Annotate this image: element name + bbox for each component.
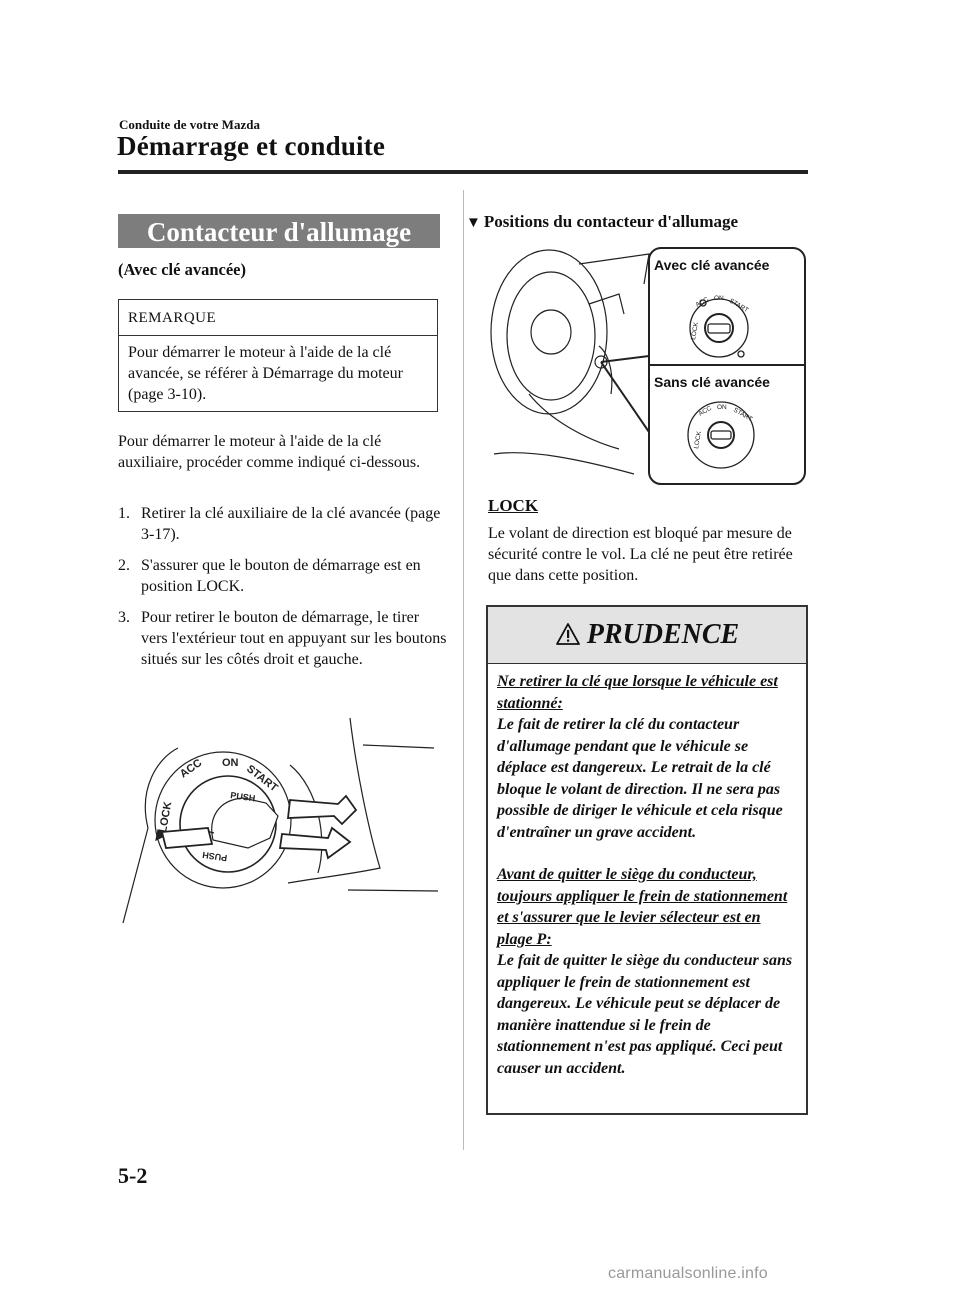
caution-block1-heading: Ne retirer la clé que lorsque le véhicule est stationné: bbox=[497, 673, 778, 712]
step-number: 3. bbox=[118, 609, 130, 626]
page-number: 5-2 bbox=[118, 1163, 148, 1188]
inset2-on-label: ON bbox=[717, 404, 727, 411]
inset2-acc-label: ACC bbox=[697, 404, 713, 418]
start-label: START bbox=[244, 762, 280, 795]
subheading: (Avec clé avancée) bbox=[118, 260, 246, 279]
inset2-lock-label: LOCK bbox=[693, 430, 704, 450]
chapter-title: Démarrage et conduite bbox=[117, 131, 386, 161]
positions-heading-text: Positions du contacteur d'allumage bbox=[483, 212, 739, 231]
lock-heading: LOCK bbox=[488, 496, 539, 515]
list-item bbox=[118, 503, 448, 545]
step-number: 1. bbox=[118, 505, 130, 522]
header-rule bbox=[118, 170, 808, 174]
section-title: Contacteur d'allumage bbox=[118, 214, 440, 248]
acc-label: ACC bbox=[177, 756, 205, 781]
note-title: REMARQUE bbox=[128, 310, 217, 326]
lock-paragraph: Le volant de direction est bloqué par mesure de sécurité contre le vol. La clé ne peut être retirée que dans cette position. bbox=[488, 525, 793, 584]
caution-box bbox=[486, 605, 808, 1115]
column-divider bbox=[463, 190, 464, 1150]
caution-body bbox=[497, 671, 799, 1079]
push-label-top: PUSH bbox=[229, 790, 256, 804]
step-text: Retirer la clé auxiliaire de la clé avancée (page 3-17). bbox=[141, 505, 441, 543]
step-text: Pour retirer le bouton de démarrage, le tirer vers l'extérieur tout en appuyant sur les boutons situés sur les côtés droit et gauche. bbox=[141, 609, 447, 668]
watermark: carmanualsonline.info bbox=[608, 1265, 768, 1282]
caution-block1-text: Le fait de retirer la clé du contacteur d'allumage pendant que le véhicule se déplace est dangereux. Le retrait de la clé bloque le volant de direction. Il ne sera pas possible de diriger le véhicule et cela risque d'entraîner un grave accident. bbox=[497, 716, 783, 841]
caution-block2-heading: Avant de quitter le siège du conducteur, toujours appliquer le frein de stationnement et s'assurer que le levier sélecteur est en plage P: bbox=[497, 866, 788, 948]
inset1-lock-label: LOCK bbox=[690, 321, 701, 341]
note-divider bbox=[119, 335, 437, 336]
start-knob-illustration bbox=[118, 708, 443, 928]
positions-heading bbox=[466, 212, 738, 232]
lock-label: LOCK bbox=[157, 800, 175, 834]
on-label: ON bbox=[222, 757, 239, 769]
caution-header bbox=[488, 607, 806, 664]
inset1-start-label: START bbox=[728, 297, 750, 315]
caution-title: PRUDENCE bbox=[586, 619, 740, 650]
with-key-label: Avec clé avancée bbox=[654, 257, 770, 273]
list-item bbox=[118, 607, 448, 670]
list-item bbox=[118, 555, 448, 597]
intro-paragraph: Pour démarrer le moteur à l'aide de la clé auxiliaire, procéder comme indiqué ci-dessous. bbox=[118, 433, 421, 471]
ignition-positions-illustration bbox=[489, 244, 807, 486]
inset1-on-label: ON bbox=[714, 295, 724, 302]
warning-triangle-icon bbox=[555, 622, 581, 646]
note-box bbox=[118, 299, 438, 412]
caution-block2-text: Le fait de quitter le siège du conducteur sans appliquer le frein de stationnement est dangereux. Le véhicule peut se déplacer de manière inattendue si le frein de stationnement n'est pas appliqué. Ceci peut causer un accident. bbox=[497, 952, 793, 1077]
inset2-start-label: START bbox=[732, 406, 754, 424]
triangle-bullet-icon: ▼ bbox=[466, 215, 481, 231]
section-label: Conduite de votre Mazda bbox=[119, 117, 260, 132]
push-label-bottom: PUSH bbox=[201, 849, 228, 864]
without-key-label: Sans clé avancée bbox=[654, 374, 770, 390]
inset1-acc-label: ACC bbox=[694, 295, 710, 309]
step-number: 2. bbox=[118, 557, 130, 574]
steps-list bbox=[118, 503, 448, 680]
note-text: Pour démarrer le moteur à l'aide de la clé avancée, se référer à Démarrage du moteur (page 3-10). bbox=[128, 344, 403, 403]
step-text: S'assurer que le bouton de démarrage est en position LOCK. bbox=[141, 557, 421, 595]
